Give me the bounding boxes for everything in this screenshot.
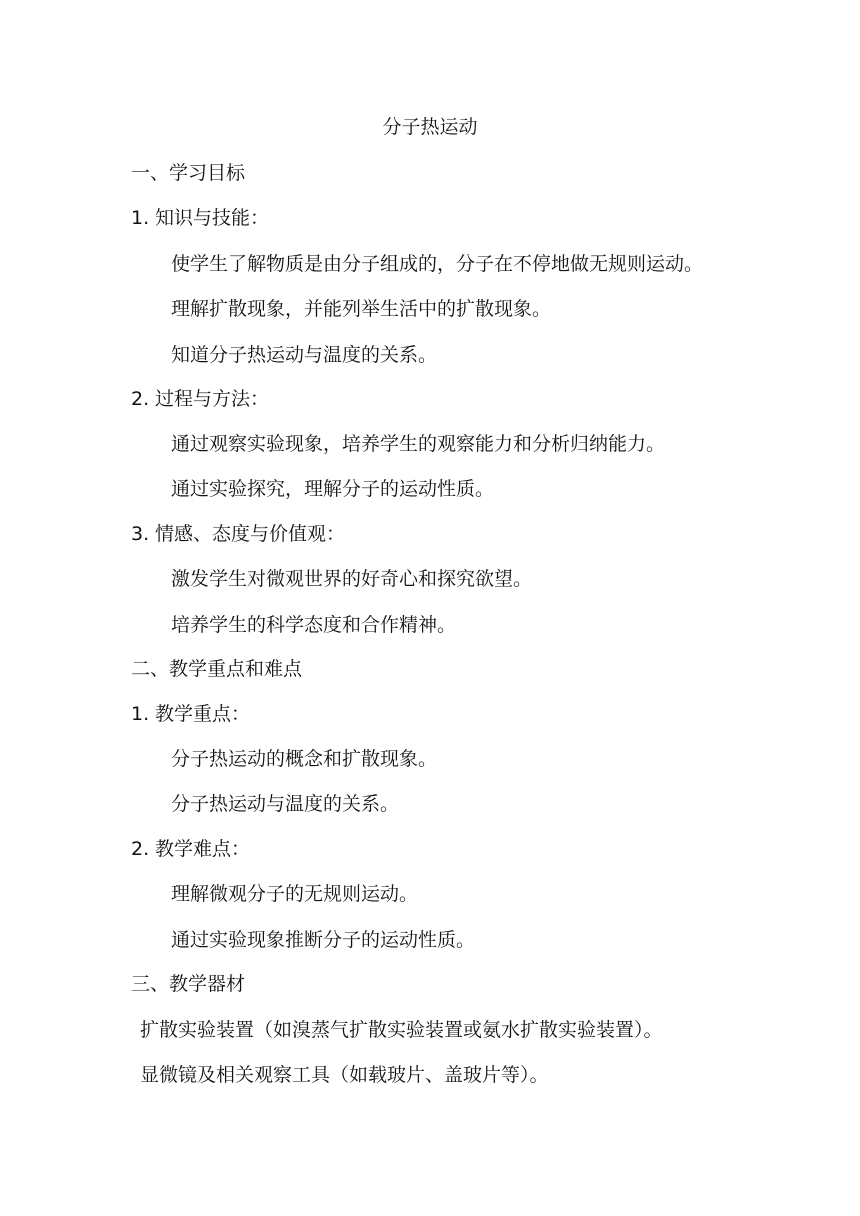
equipment-item: 扩散实验装置（如溴蒸气扩散实验装置或氨水扩散实验装置）。: [140, 1019, 663, 1041]
paragraph: 培养学生的科学态度和合作精神。: [171, 614, 457, 636]
item-number: 1.: [131, 207, 150, 229]
section-heading-objectives: 一、学习目标: [131, 162, 246, 184]
subsection-heading-values: [131, 521, 345, 547]
paragraph: 分子热运动的概念和扩散现象。: [171, 748, 438, 770]
item-label: 知识与技能：: [155, 207, 270, 229]
equipment-item: 显微镜及相关观察工具（如载玻片、盖玻片等）。: [140, 1064, 549, 1086]
subsection-heading-knowledge: [131, 205, 269, 231]
section-heading-equipment: 三、教学器材: [131, 973, 246, 995]
paragraph: 使学生了解物质是由分子组成的，分子在不停地做无规则运动。: [171, 253, 704, 275]
subsection-heading-key: [131, 701, 250, 727]
item-label: 过程与方法：: [155, 388, 270, 410]
paragraph: 理解扩散现象，并能列举生活中的扩散现象。: [171, 298, 552, 320]
paragraph: 分子热运动与温度的关系。: [171, 793, 400, 815]
paragraph: 激发学生对微观世界的好奇心和探究欲望。: [171, 568, 533, 590]
document-title: 分子热运动: [382, 116, 478, 138]
item-label: 教学重点：: [155, 703, 251, 725]
subsection-heading-difficulty: [131, 836, 250, 862]
paragraph: 通过实验探究，理解分子的运动性质。: [171, 478, 495, 500]
paragraph: 知道分子热运动与温度的关系。: [171, 344, 438, 366]
item-number: 2.: [131, 838, 150, 860]
item-label: 教学难点：: [155, 838, 251, 860]
item-number: 3.: [131, 523, 150, 545]
paragraph: 理解微观分子的无规则运动。: [171, 883, 419, 905]
item-number: 2.: [131, 388, 150, 410]
subsection-heading-process: [131, 386, 269, 412]
section-heading-key-points: 二、教学重点和难点: [131, 658, 303, 680]
item-label: 情感、态度与价值观：: [155, 523, 346, 545]
paragraph: 通过观察实验现象，培养学生的观察能力和分析归纳能力。: [171, 433, 666, 455]
paragraph: 通过实验现象推断分子的运动性质。: [171, 929, 476, 951]
item-number: 1.: [131, 703, 150, 725]
